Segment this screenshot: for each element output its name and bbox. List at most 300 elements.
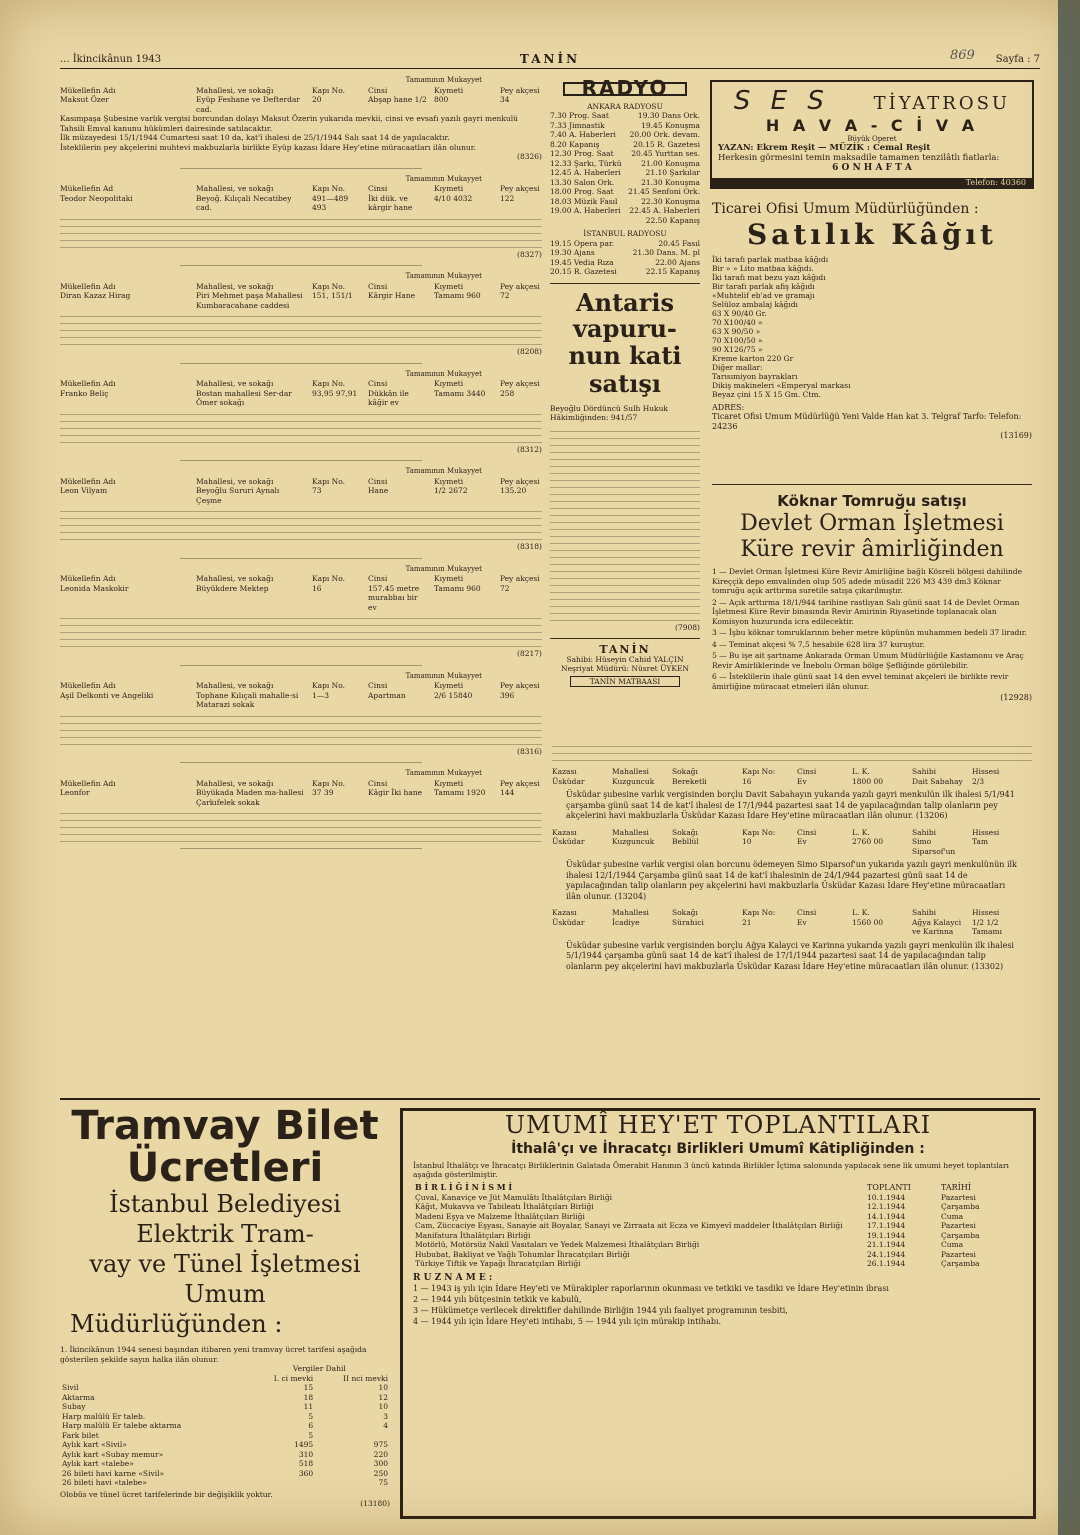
umumi-row-name: Madeni Eşya ve Malzeme İthalâtçıları Birliği	[415, 1211, 585, 1221]
uskudar-notices	[552, 740, 1032, 972]
umumi-row-day: Pazartesi	[941, 1192, 976, 1202]
orman-code: (12928)	[1000, 693, 1032, 702]
radio-slot-left: 8.20 Kapanış	[550, 139, 600, 149]
ticaret-item: Tarısımiyon bayrakları	[712, 371, 798, 381]
notice-mukayyet: Tamamının Mukayyet	[405, 272, 482, 280]
notice-head-door: Kapı No.	[312, 85, 345, 95]
uskudar-cell: Simo Siparsof'un	[912, 837, 956, 856]
ticaret-item: 70 X100/50 »	[712, 335, 763, 345]
tramvay-title-4: vay ve Tünel İşletmesi Umum	[89, 1250, 361, 1308]
umumi-row-name: Cam, Züccaciye Eşyası, Sanayie ait Boyalar, Sanayi ve Zirraata ait Ecza ve Kimyevî maddeler İthalâtçıları Birliği	[415, 1221, 843, 1230]
umumi-row	[413, 1221, 1013, 1231]
ticaret-headline: Satılık Kâğıt	[747, 217, 997, 251]
notice-place: Bostan mahallesi Ser-dar Ömer sokağı	[196, 388, 292, 407]
uskudar-cell: Üsküdar	[552, 917, 585, 927]
umumi-intro: İstanbul İthalâtçı ve İhracatçı Birliklerinin Galatada Ömerabit Hanının 3 üncü katında Birlikler İçtima salonunda yapılacak sene lik umumi heyet toplantıları aşağıda gösterilmiştir.	[413, 1161, 1009, 1179]
notice-deposit: 122	[500, 193, 515, 203]
notice-head-place: Mahallesi, ve sokağı	[196, 379, 274, 388]
notice-mukayyet: Tamamının Mukayyet	[405, 671, 482, 680]
uskudar-head-cell: Cinsi	[797, 908, 817, 917]
tramvay-row-first: 18	[303, 1392, 314, 1402]
radio-slot-left: 12.33 Şarkı, Türkü	[550, 158, 622, 168]
uskudar-head-cell: Mahallesi	[612, 827, 649, 837]
radio-slot-left: 13.30 Salon Ork.	[550, 177, 615, 187]
umumi-row	[413, 1202, 1013, 1212]
notice-head-value: Kıymeti	[434, 574, 464, 583]
uskudar-head	[552, 908, 1032, 918]
radio-slot-left: 12.30 Prog. Saat	[550, 149, 614, 158]
notice-head-kind: Cinsi	[368, 281, 388, 291]
ticaret-item: Dikiş makineleri «Emperyal markası	[712, 380, 851, 390]
tramvay-row-label: Harp malülü Er taleb.	[62, 1411, 146, 1421]
notice-place: Büyükada Maden ma-hallesi Çarkıfelek sokak	[196, 788, 304, 807]
radio-row	[550, 149, 700, 159]
radio-slot-left: 20.15 R. Gazetesi	[550, 267, 617, 276]
umumi-row-name: Manifatura İthalâtçıları Birliği	[415, 1230, 531, 1240]
uskudar-row	[552, 918, 1032, 937]
uskudar-row	[552, 777, 1032, 787]
radio-slot-right: 22.00 Ajans	[655, 257, 700, 267]
ses-note: Herkesin görmesini temin maksadile tamamen tenzilâtlı fiatlarla:	[718, 153, 1000, 163]
notice-kind: İki dük. ve kârgir hane	[368, 193, 413, 212]
tramvay-col-head: Vergiler Dahil	[292, 1364, 346, 1373]
notice-head-deposit: Pey akçesi	[500, 379, 540, 388]
notice-value: Tamamı 960	[434, 583, 481, 593]
radio-slot-right: 21.10 Şarkılar	[645, 168, 700, 177]
umumi-item: 1 — 1943 iş yılı için İdare Hey'eti ve Mürakipler raporlarının okunması ve tetkiki ve tasdiki ve İdare Hey'etinin ibrası	[413, 1283, 889, 1293]
tramvay-row	[60, 1459, 390, 1469]
radio-slot-right: 19.45 Konuşma	[641, 120, 700, 130]
tramvay-row-label: Aylık kart «Sivil»	[62, 1440, 127, 1449]
umumi-row	[413, 1193, 1013, 1203]
radio-slot-left: 19.15 Opera par.	[550, 238, 615, 248]
umumi-col-day: TARİHİ	[941, 1183, 971, 1192]
tramvay-row-label: Fark bilet	[62, 1430, 99, 1440]
ses-week: 6 O N H A F T A	[832, 163, 912, 173]
tramvay-table	[60, 1364, 390, 1488]
orman-item: 1 — Devlet Orman İşletmesi Küre Revir Amirliğine bağlı Kösreli bölgesi dahilinde Kireççik depo emvalinden olup 505 adede müsadil 226 M3 439 dm3 Köknar tomruğu açık arttırma suretile satışa çıkarılmıştır.	[712, 567, 1023, 595]
page-header	[60, 50, 1040, 68]
notice-head-deposit: Pey akçesi	[500, 85, 540, 95]
uskudar-row	[552, 837, 1032, 856]
umumi-row-date: 17.1.1944	[867, 1221, 906, 1230]
notice-head-value: Kıymeti	[434, 281, 464, 291]
umumi-row-day: Çarşamba	[941, 1259, 980, 1268]
uskudar-head	[552, 767, 1032, 777]
notice-label: Mükellefin Adı	[60, 281, 116, 291]
uskudar-head-cell: Kapı No:	[742, 767, 776, 776]
notice-name: Maksut Özer	[60, 95, 109, 104]
notice-code: (8217)	[517, 649, 542, 658]
notice-head-kind: Cinsi	[368, 574, 388, 583]
notice-head-kind: Cinsi	[368, 476, 388, 486]
ses-theatre-word: TİYATROSU	[873, 93, 1011, 114]
notice-head-place: Mahallesi, ve sokağı	[196, 476, 274, 486]
notice-block	[60, 272, 542, 364]
notice-label: Mükellefin Adı	[60, 574, 116, 583]
radio-slot-left: 19.30 Ajans	[550, 248, 595, 257]
notice-row	[60, 788, 542, 807]
uskudar-cell: 10	[742, 837, 752, 846]
tanin-box-editor: Neşriyat Müdürü: Nüsret ÜYKEN	[561, 664, 689, 673]
uskudar-cell: 21	[742, 917, 752, 927]
radio-slot-left: 7.33 Jimnastik	[550, 120, 605, 130]
notice-header	[60, 574, 542, 584]
tramvay-row-label: Aylık kart «Subay memur»	[62, 1449, 164, 1459]
binding-edge	[1058, 0, 1080, 1535]
istanbul-radio-heading: İSTANBUL RADYOSU	[583, 229, 667, 238]
umumi-row-date: 24.1.1944	[867, 1249, 906, 1259]
ticaret-item: 90 X126/75 »	[712, 344, 763, 354]
tramvay-row-second: 75	[378, 1478, 388, 1487]
notice-label: Mükellefin Adı	[60, 379, 116, 388]
uskudar-cell: 1/2 1/2 Tamamı	[972, 917, 1002, 936]
notice-row	[60, 486, 542, 505]
umumi-row	[413, 1250, 1013, 1260]
notice-label: Mükellefin Adı	[60, 85, 116, 95]
antaris-title-2: nun kati satışı	[568, 340, 682, 398]
umumi-row-day: Cuma	[941, 1240, 964, 1249]
ankara-schedule	[550, 111, 700, 225]
uskudar-text: Üsküdar şubesine varlık vergisi olan borcunu ödemeyen Simo Siparsof'un yukarıda yazılı gayri menkulünün ilk ihalesi 12/1/1944 Çarşamba günü saat 14 de kat'î ihalesinin de 24/1/944 pazartesi günü saat 14 de yapılacağından talip olanların pey akçelerini havi makbuzlarla Üsküdar Kazası İdare Hey'etine müracaatları ilân olunur. (13204)	[566, 860, 1017, 901]
notice-row	[60, 291, 542, 310]
uskudar-head-cell: Mahallesi	[612, 908, 649, 917]
notice-door: 73	[312, 486, 322, 495]
ses-theatre-box	[710, 80, 1034, 189]
notice-block	[60, 565, 542, 666]
notice-label: Mükellefin Adı	[60, 778, 116, 788]
notice-row	[60, 691, 542, 710]
notice-door: 37 39	[312, 788, 334, 797]
notice-place: Tophane Kılıçali mahalle-si Matarazi sokak	[196, 690, 299, 709]
uskudar-head-cell: L. K.	[852, 767, 870, 776]
tramvay-row	[60, 1421, 390, 1431]
notice-header	[60, 86, 542, 96]
umumi-row	[413, 1259, 1013, 1269]
radio-row	[550, 121, 700, 131]
umumi-ruzname: R U Z N A M E :	[413, 1272, 493, 1283]
ticaret-item: «Muhtelif eb'ad ve gramajı	[712, 290, 815, 300]
tramvay-row	[60, 1393, 390, 1403]
notice-place: Büyükdere Mektep	[196, 583, 269, 593]
tramvay-row-label: Sivil	[62, 1383, 79, 1392]
umumi-col-date: TOPLANTI	[867, 1183, 911, 1192]
ses-phone: Telefon: 40360	[712, 178, 1032, 187]
notice-name: Leon Vilyam	[60, 486, 108, 495]
umumi-row	[413, 1231, 1013, 1241]
ticaret-address: Ticaret Ofisi Umum Müdürlüğü Yeni Valde Han kat 3. Telgraf Tarfo: Telefon: 24236	[712, 412, 1022, 431]
umumi-row-date: 21.1.1944	[867, 1240, 906, 1249]
ticaret-code: (13169)	[1000, 431, 1032, 440]
istanbul-schedule	[550, 239, 700, 277]
tramvay-row-second: 10	[378, 1383, 388, 1392]
orman-items	[712, 567, 1032, 691]
tramvay-row	[60, 1431, 390, 1441]
notice-value: Tamamı 3440	[434, 388, 486, 398]
tramvay-footer: Olobüs ve tünel ücret tarifelerinde bir değişiklik yoktur.	[60, 1489, 273, 1499]
uskudar-head-cell: Sokağı	[672, 767, 698, 776]
tramvay-row-second: 300	[373, 1459, 388, 1468]
notice-place: Beyoğlu Sururi Aynalı Çeşme	[196, 486, 280, 505]
tramvay-row-label: Subay	[62, 1402, 86, 1411]
radio-slot-right: 19.30 Dans Ork.	[637, 111, 700, 120]
uskudar-cell: Ev	[797, 917, 807, 927]
notice-head-value: Kıymeti	[434, 184, 464, 193]
notice-deposit: 135.20	[500, 486, 527, 495]
tramvay-row-label: Aylık kart «talebe»	[62, 1459, 134, 1468]
radio-slot-right: 20.15 R. Gazetesi	[633, 139, 700, 149]
notice-name: Aşil Delkonti ve Angeliki	[60, 690, 154, 700]
uskudar-head-cell: Mahallesi	[612, 767, 649, 776]
ticaret-item: İki tarafı parlak matbaa kâğıdı	[712, 254, 829, 264]
radio-slot-left: 19.45 Vedia Rıza	[550, 257, 614, 267]
umumi-row-date: 26.1.1944	[867, 1259, 906, 1268]
ticaret-item: Bir » » Lito matbaa kâğıdı.	[712, 263, 814, 273]
notice-label: Mükellefin Ad	[60, 184, 114, 193]
radio-slot-right: 20.45 Fasıl	[658, 238, 700, 248]
tramvay-row-first: 1495	[294, 1440, 314, 1449]
notice-place: Eyüp Feshane ve Defterdar cad.	[196, 95, 300, 114]
notice-mukayyet: Tamamının Mukayyet	[405, 467, 482, 475]
tramvay-row-first: 310	[298, 1449, 314, 1459]
notice-kind: Hane	[368, 486, 389, 495]
radio-slot-right: 22.15 Kapanış	[645, 267, 700, 276]
notice-door: 16	[312, 583, 322, 593]
notice-mukayyet: Tamamının Mukayyet	[405, 769, 482, 777]
uskudar-head-cell: Kapı No:	[742, 908, 776, 917]
umumi-item: 4 — 1944 yılı için İdare Hey'eti intihabı, 5 — 1944 yılı için mürakip intihabı.	[413, 1316, 722, 1326]
uskudar-text: Üsküdar şubesine varlık vergisinden borçlu Ağya Kalayci ve Karinna yukarıda yazılı gayri menkulün ilk ihalesi 5/1/1944 çarşamba günü saat 14 de kat'î ihalesi de 17/1/1944 pazartesi saat 14 de yapılacağından talip olanların pey akçelerini havi makbuzlarla Üsküdar Kazası İdare Hey'etine müracaatları ilân olunur. (13302)	[566, 940, 1014, 971]
notice-head-deposit: Pey akçesi	[500, 281, 540, 291]
radio-slot-left: 12.45 A. Haberleri	[550, 168, 621, 177]
notice-head-door: Kapı No.	[312, 184, 345, 193]
radio-row	[550, 239, 700, 249]
notice-code: (8312)	[517, 444, 542, 454]
notice-deposit: 34	[500, 95, 510, 104]
radio-slot-right: 21.30 Dans. M. pl	[632, 248, 700, 257]
header-rule	[60, 68, 1040, 69]
notice-block	[60, 370, 542, 462]
ticaret-item: 70 X100/40 »	[712, 317, 763, 327]
uskudar-head-cell: Kapı No:	[742, 827, 776, 837]
notice-text: İlk müzayedesi 15/1/1944 Cumartesi saat 10 da, kat'î ihalesi de 25/1/1944 Salı saat 14 de yapılacaktır.	[60, 133, 450, 142]
ticaret-ad	[712, 201, 1032, 441]
tramvay-row-second: 10	[378, 1402, 388, 1411]
uskudar-cell: 2760 00	[852, 837, 884, 846]
notice-kind: Abşap hane 1/2	[368, 95, 427, 104]
radio-slot-right: 21.45 Senfoni Ork.	[628, 187, 700, 196]
radio-row	[550, 258, 700, 268]
ticaret-item: 63 X 90/40 Gr.	[712, 308, 767, 318]
tramvay-row	[60, 1450, 390, 1460]
notice-code: (8316)	[517, 746, 542, 756]
uskudar-cell: Üsküdar	[552, 776, 585, 786]
notice-head-deposit: Pey akçesi	[500, 778, 540, 788]
notice-value: 800	[434, 95, 449, 104]
uskudar-cell: 1800 00	[852, 776, 884, 786]
uskudar-cell: 16	[742, 776, 752, 786]
notice-head-deposit: Pey akçesi	[500, 681, 540, 690]
orman-item: 3 — İşbu köknar tomruklarının beher metre küpünün muhammen bedeli 37 liradır.	[712, 628, 1027, 637]
antaris-title-1: Antaris vapuru-	[573, 287, 677, 343]
umumi-row-day: Cuma	[941, 1211, 964, 1221]
ses-author: YAZAN: Ekrem Reşit — MÜZİK : Cemal Reşit	[718, 143, 931, 153]
umumi-item: 3 — Hükümetçe verilecek direktifler dahilinde Birliğin 1944 yılı faaliyet programının tesbiti,	[413, 1305, 788, 1315]
notice-head-deposit: Pey akçesi	[500, 184, 540, 193]
radio-row	[550, 111, 700, 121]
ticaret-item: Beyaz çini 15 X 15 Gm. Ctm.	[712, 389, 821, 399]
radio-row	[550, 130, 700, 140]
notice-name: Leonfor	[60, 788, 90, 797]
notice-kind: Kârgir Hane	[368, 291, 416, 300]
notice-deposit: 258	[500, 388, 515, 398]
tramvay-row-first: 15	[303, 1383, 314, 1392]
notice-block	[60, 769, 542, 849]
notice-block	[60, 175, 542, 267]
tramvay-title-1: Tramvay Bilet	[71, 1103, 379, 1149]
notice-head-door: Kapı No.	[312, 778, 345, 788]
notice-value: 2/6 15840	[434, 690, 473, 700]
notice-door: 93,95 97,91	[312, 388, 358, 398]
notice-block	[60, 672, 542, 764]
notice-deposit: 72	[500, 583, 510, 593]
notice-code: (8318)	[517, 542, 542, 551]
tramvay-title-3: İstanbul Belediyesi Elektrik Tram-	[109, 1190, 341, 1248]
notice-text: İsteklilerin pey akçelerini muhtevi makbuzlarla birlikte Eyüp kazası İdare Hey'etine müracaatları ilân olunur.	[60, 142, 476, 152]
uskudar-cell: Tam	[972, 837, 989, 846]
uskudar-head-cell: Kazası	[552, 827, 577, 837]
orman-title-1: Köknar Tomruğu satışı	[777, 492, 967, 510]
orman-title-3: Küre revir âmirliğinden	[740, 537, 1004, 562]
umumi-row-name: Türkiye Tiftik ve Yapağı İhracatçıları Birliği	[415, 1259, 581, 1268]
umumi-table	[413, 1183, 1013, 1269]
radio-slot-right: 22.50 Kapanış	[645, 215, 700, 225]
uskudar-cell: Bereketli	[672, 776, 707, 786]
notice-mukayyet: Tamamının Mukayyet	[405, 369, 482, 378]
radio-row	[550, 197, 700, 207]
tramvay-intro: 1. İkincikânun 1944 senesi başından itibaren yeni tramvay ücret tarifesi aşağıda gösterilen şekilde sayın halka ilân olunur.	[60, 1345, 367, 1364]
notice-header	[60, 282, 542, 292]
notice-row	[60, 584, 542, 613]
uskudar-head-cell: L. K.	[852, 908, 870, 917]
ticaret-item: Bir tarafı parlak afiş kâğıdı	[712, 281, 815, 291]
notice-block	[60, 467, 542, 559]
antaris-body	[550, 427, 700, 621]
uskudar-head-cell: Cinsi	[797, 827, 817, 837]
ticaret-item: Diğer mallar:	[712, 362, 763, 372]
notice-code: (8208)	[517, 347, 542, 356]
uskudar-cell: Üsküdar	[552, 837, 585, 846]
uskudar-head-cell: Sokağı	[672, 827, 698, 837]
umumi-row-date: 12.1.1944	[867, 1202, 906, 1211]
radio-row	[550, 206, 700, 216]
bottom-rule	[60, 1098, 1040, 1100]
tanin-box-press: TANİN MATBAASI	[570, 676, 680, 688]
notice-door: 151, 151/1	[312, 291, 353, 300]
uskudar-head-cell: L. K.	[852, 827, 870, 837]
notice-name: Teodor Neopolitaki	[60, 193, 133, 203]
tramvay-row-label: 26 bileti havi karne «Sivil»	[62, 1468, 165, 1478]
orman-item: 2 — Açık arttırma 18/1/944 tarihine rastlıyan Salı günü saat 14 de Devlet Orman İşletmesi Küre Revir binasında Revir Amirinin Riyasetinde toplanacak olan Komisyon huzurunda icra edilecektir.	[712, 597, 1020, 626]
notice-head-place: Mahallesi, ve sokağı	[196, 574, 274, 583]
notice-head-deposit: Pey akçesi	[500, 476, 540, 486]
tramvay-col-2: II nci mevki	[343, 1373, 388, 1383]
tramvay-row-first: 5	[308, 1430, 314, 1440]
tramvay-row-second: 975	[373, 1440, 388, 1449]
radio-logo: RADYO	[563, 82, 687, 96]
notice-kind: Dükkân ile kâğir ev	[368, 388, 409, 407]
uskudar-head-cell: Hissesi	[972, 908, 1000, 917]
notice-door: 1—3	[312, 690, 330, 700]
radio-slot-right: 21.30 Konuşma	[641, 177, 700, 187]
tramvay-row-second	[315, 1431, 390, 1441]
tramvay-row-first: 6	[308, 1421, 314, 1430]
notice-block	[60, 76, 542, 169]
uskudar-text: Üsküdar şubesine varlık vergisinden borçlu Davit Sabahayın yukarıda yazılı gayri menkulün ilk ihalesi 5/1/941 çarşamba günü saat 14 de kat'î ihalesi de 17/1/944 pazartesi saat 14 de yapılacağından talip olanların pey akçelerini havi makbuzlarla Üsküdar Kazası İdare Hey'etine müracaatları ilân olunur. (13206)	[566, 790, 1015, 820]
radio-slot-right: 22.45 A. Haberleri	[629, 206, 700, 215]
notices-column	[60, 76, 542, 855]
notice-label: Mükellefin Adı	[60, 681, 116, 690]
notice-row	[60, 389, 542, 408]
notice-value: Tamamı 1920	[434, 788, 486, 797]
umumi-box	[400, 1108, 1036, 1519]
ses-show-title: H A V A - C İ V A	[765, 116, 979, 135]
notice-name: Franko Beliç	[60, 388, 109, 398]
tramvay-row	[60, 1412, 390, 1422]
notice-header	[60, 779, 542, 789]
tramvay-row-first: 11	[303, 1402, 314, 1411]
tramvay-title-2: Ücretleri	[126, 1145, 324, 1191]
uskudar-cell: İcadiye	[612, 917, 640, 927]
notice-head-door: Kapı No.	[312, 281, 345, 291]
notice-header	[60, 184, 542, 194]
umumi-row-name: Çuval, Kanaviçe ve Jüt Mamulâtı İthalâtçıları Birliği	[415, 1192, 613, 1202]
radio-slot-right: 20.45 Yurttan ses.	[631, 149, 700, 158]
umumi-row-name: Kâğıt, Mukavva ve Tabileatı İthalâtçıları Birliği	[415, 1202, 594, 1211]
notice-deposit: 396	[500, 690, 515, 700]
notice-head-place: Mahallesi, ve sokağı	[196, 778, 274, 788]
notice-value: 1/2 2672	[434, 486, 468, 495]
umumi-title: UMUMÎ HEY'ET TOPLANTILARI	[504, 1111, 932, 1139]
notice-head-place: Mahallesi, ve sokağı	[196, 85, 274, 95]
tramvay-row-first: 518	[298, 1459, 314, 1468]
ticaret-item: İki tarafı mat bezu yazı kâğıdı	[712, 272, 826, 282]
uskudar-head-cell: Kazası	[552, 767, 577, 776]
tramvay-row	[60, 1478, 390, 1488]
notice-name: Diran Kazaz Hirag	[60, 291, 131, 300]
tramvay-row-second: 3	[383, 1411, 388, 1421]
radio-slot-right: 22.30 Konuşma	[641, 196, 700, 206]
notice-value: 4/10 4032	[434, 193, 473, 203]
tramvay-row-first: 360	[298, 1468, 314, 1478]
antaris-code: (7908)	[675, 622, 700, 632]
notice-head-value: Kıymeti	[434, 379, 464, 388]
uskudar-cell: Kuzguncuk	[612, 837, 655, 846]
radio-row	[550, 248, 700, 258]
ses-opera: Büyük Operet	[847, 135, 897, 143]
tramvay-col-1: I. ci mevki	[273, 1373, 314, 1383]
ticaret-item: 63 X 90/50 »	[712, 326, 761, 336]
radio-row	[550, 216, 700, 226]
notice-head-door: Kapı No.	[312, 574, 345, 583]
orman-item: 4 — Teminat akçesi % 7,5 hesabile 628 lira 37 kuruştur.	[712, 639, 925, 649]
tramvay-row-second: 250	[373, 1468, 388, 1478]
tramvay-row	[60, 1383, 390, 1393]
radio-slot-left: 18.03 Müzik Fasıl	[550, 196, 618, 206]
uskudar-head-cell: Sokağı	[672, 908, 698, 917]
tramvay-ad	[60, 1105, 390, 1509]
tramvay-row-second: 4	[383, 1421, 388, 1430]
